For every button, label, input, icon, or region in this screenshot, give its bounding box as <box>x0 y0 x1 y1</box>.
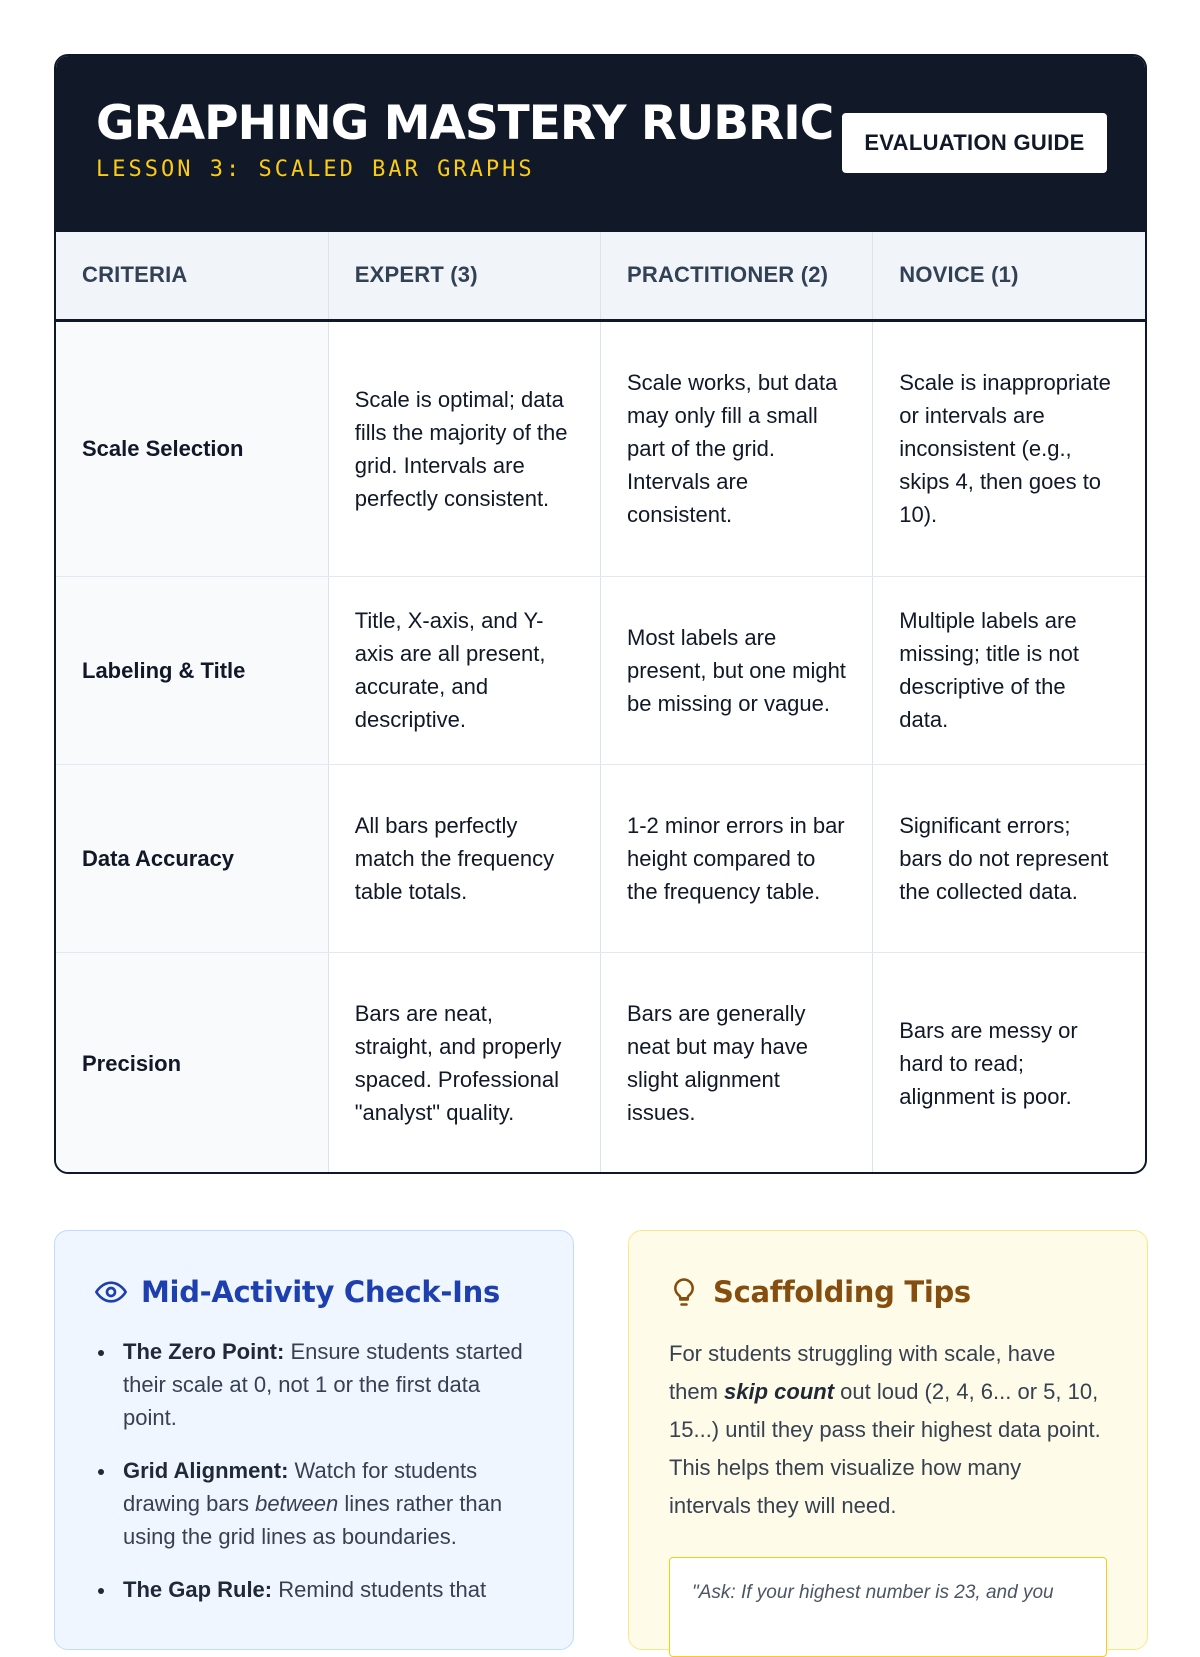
criteria-cell: Scale Selection <box>56 320 328 576</box>
tips-text-end: out loud (2, 4, 6... or 5, 10, 15...) until they pass their highest data point. This helps them visualize how many intervals they will need. <box>669 1379 1101 1518</box>
lightbulb-icon <box>669 1276 699 1308</box>
expert-cell: Bars are neat, straight, and properly spaced. Professional "analyst" quality. <box>328 952 600 1174</box>
column-header-criteria: CRITERIA <box>56 232 328 320</box>
item-label: The Gap Rule: <box>123 1577 273 1602</box>
page-title: GRAPHING MASTERY RUBRIC <box>96 96 834 151</box>
tips-text-start: For students struggling with scale, have them <box>669 1341 1056 1404</box>
item-emphasis: between <box>255 1491 339 1516</box>
item-text: Ensure students started their scale at 0, not 1 or the first data point. <box>123 1339 523 1430</box>
practitioner-cell: Bars are generally neat but may have slight alignment issues. <box>601 952 873 1174</box>
criteria-cell: Data Accuracy <box>56 764 328 952</box>
practitioner-cell: Most labels are present, but one might be missing or vague. <box>601 576 873 764</box>
criteria-cell: Precision <box>56 952 328 1174</box>
column-header-practitioner: PRACTITIONER (2) <box>601 232 873 320</box>
list-item <box>95 1573 533 1606</box>
table-row <box>56 952 1145 1174</box>
rubric-table <box>56 232 1145 1174</box>
novice-cell: Significant errors; bars do not represent the collected data. <box>873 764 1145 952</box>
novice-cell: Multiple labels are missing; title is not descriptive of the data. <box>873 576 1145 764</box>
tips-paragraph <box>669 1335 1107 1525</box>
evaluation-guide-button[interactable]: EVALUATION GUIDE <box>842 113 1107 173</box>
scaffolding-panel <box>628 1230 1148 1650</box>
item-text: lines rather than using the grid lines as boundaries. <box>123 1491 503 1549</box>
checkins-panel <box>54 1230 574 1650</box>
practitioner-cell: Scale works, but data may only fill a small part of the grid. Intervals are consistent. <box>601 320 873 576</box>
tips-emphasis: skip count <box>724 1379 835 1404</box>
column-header-expert: EXPERT (3) <box>328 232 600 320</box>
checkins-list <box>95 1335 533 1606</box>
table-row <box>56 764 1145 952</box>
expert-cell: All bars perfectly match the frequency table totals. <box>328 764 600 952</box>
table-header-row <box>56 232 1145 320</box>
checkins-heading <box>95 1275 533 1309</box>
item-text: Remind students that <box>272 1577 487 1602</box>
novice-cell: Bars are messy or hard to read; alignment is poor. <box>899 1017 1078 1109</box>
tips-title: Scaffolding Tips <box>713 1275 971 1309</box>
list-item <box>95 1454 533 1553</box>
lesson-subtitle: LESSON 3: SCALED BAR GRAPHS <box>96 157 535 182</box>
table-row <box>56 576 1145 764</box>
practitioner-cell: 1-2 minor errors in bar height compared to the frequency table. <box>601 764 873 952</box>
novice-cell: Scale is inappropriate or intervals are inconsistent (e.g., skips 4, then goes to 10). <box>873 320 1145 576</box>
eye-icon <box>95 1276 127 1308</box>
checkins-title: Mid-Activity Check-Ins <box>141 1275 500 1309</box>
item-label: The Zero Point: <box>123 1339 285 1364</box>
tips-heading <box>669 1275 1107 1309</box>
criteria-cell: Labeling & Title <box>56 576 328 764</box>
item-text: Watch for students drawing bars <box>123 1458 478 1516</box>
expert-cell: Title, X-axis, and Y-axis are all present, accurate, and descriptive. <box>328 576 600 764</box>
rubric-header <box>56 56 1145 232</box>
table-row <box>56 320 1145 576</box>
teacher-prompt-quote: "Ask: If your highest number is 23, and you <box>669 1557 1107 1657</box>
column-header-novice: NOVICE (1) <box>873 232 1145 320</box>
list-item <box>95 1335 533 1434</box>
expert-cell: Scale is optimal; data fills the majority of the grid. Intervals are perfectly consistent. <box>328 320 600 576</box>
rubric-card <box>54 54 1147 1174</box>
item-label: Grid Alignment: <box>123 1458 289 1483</box>
